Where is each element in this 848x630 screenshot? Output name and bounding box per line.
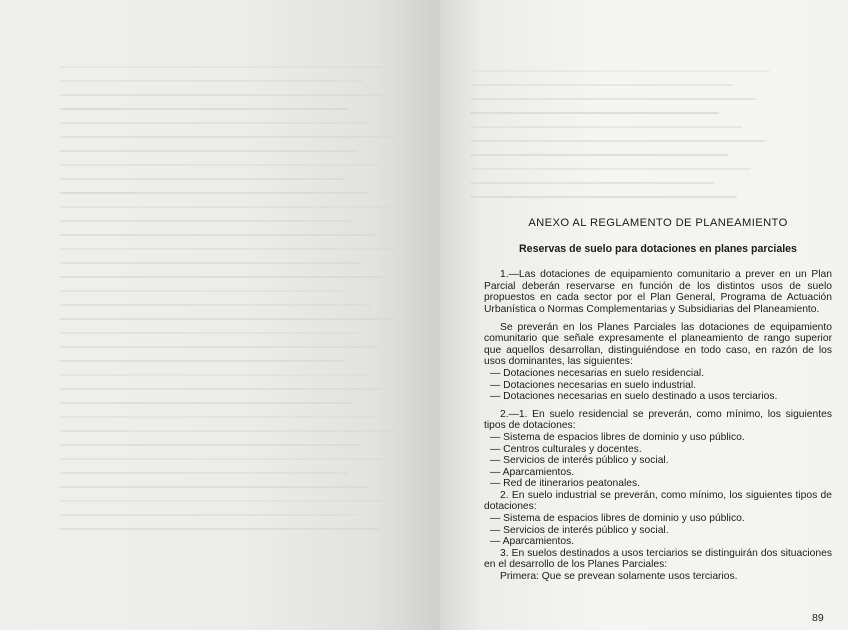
bleed-through-line (60, 122, 372, 124)
section-2-1: 2.—1. En suelo residencial se preverán, como mínimo, los siguientes tipos de dotaciones: (484, 408, 832, 432)
bleed-through-line (60, 262, 362, 264)
list-item: — Sistema de espacios libres de dominio y uso público. (484, 513, 832, 525)
bleed-through-line (60, 332, 357, 334)
bleed-through-line (60, 304, 371, 306)
bleed-through-line (60, 108, 349, 110)
bleed-through-line (60, 374, 366, 376)
bleed-through-line (60, 192, 367, 194)
bleed-through-line (60, 94, 386, 96)
bleed-through-line (470, 112, 719, 114)
list-item: — Red de itinerarios peatonales. (484, 478, 832, 490)
bleed-through-line (470, 126, 742, 128)
list-item: — Aparcamientos. (484, 467, 832, 479)
bleed-through-line (60, 220, 353, 222)
list-item: — Servicios de interés público y social. (484, 455, 832, 467)
list-item: — Dotaciones necesarias en suelo destinado a usos terciarios. (484, 391, 832, 403)
bleed-through-line (60, 416, 375, 418)
bleed-through-line (60, 178, 344, 180)
usage-list (484, 368, 832, 403)
bleed-through-line (60, 388, 389, 390)
bleed-through-line (60, 402, 352, 404)
primera-line: Primera: Que se prevean solamente usos terciarios. (500, 571, 738, 583)
bleed-through-line (60, 500, 393, 502)
bleed-through-line (470, 98, 756, 100)
bleed-through-line (60, 430, 398, 432)
bleed-through-line (60, 346, 380, 348)
bleed-through-line (60, 276, 385, 278)
bleed-through-line (60, 486, 370, 488)
bleed-through-line (60, 444, 361, 446)
bleed-through-line (60, 248, 399, 250)
bleed-through-line (60, 290, 348, 292)
bleed-through-line (60, 80, 363, 82)
list-item: — Aparcamientos. (484, 536, 832, 548)
bleed-through-line (60, 66, 400, 68)
bleed-through-line (60, 528, 379, 530)
bleed-through-line (60, 164, 381, 166)
section-2-3: 3. En suelos destinados a usos terciarios se distinguirán dos situaciones en el desarrollo de los Planes Parciales: (484, 547, 832, 571)
list-item: — Centros culturales y docentes. (484, 444, 832, 456)
bleed-through-line (60, 458, 384, 460)
industrial-list (484, 513, 832, 548)
bleed-through-line (60, 360, 343, 362)
bleed-through-line (470, 182, 714, 184)
bleed-through-line (470, 154, 728, 156)
bleed-through-line (60, 318, 394, 320)
annex-document (484, 218, 832, 583)
bleed-through-line (60, 136, 395, 138)
bleed-through-line (60, 206, 390, 208)
bleed-through-line (470, 70, 770, 72)
bleed-through-line (470, 140, 765, 142)
section-2-2: 2. En suelo industrial se preverán, como mínimo, los siguientes tipos de dotaciones: (484, 489, 832, 513)
bleed-through-line (60, 514, 356, 516)
bleed-through-line (470, 196, 737, 198)
document-subtitle: Reservas de suelo para dotaciones en planes parciales (519, 242, 797, 255)
bleed-through-line (60, 472, 347, 474)
document-title: ANEXO AL REGLAMENTO DE PLANEAMIENTO (528, 217, 788, 229)
paragraph-1: 1.—Las dotaciones de equipamiento comunitario a prever en un Plan Parcial deberán reservarse en función de los distintos usos de suelo propuestos en cada sector por el Plan General, Programa de Actuación Urbanística o Normas Complementarias y Subsidiarias del Planeamiento. (484, 269, 832, 315)
bleed-through-line (470, 84, 733, 86)
list-item: — Sistema de espacios libres de dominio y uso público. (484, 432, 832, 444)
list-item: — Servicios de interés público y social. (484, 525, 832, 537)
list-item: — Dotaciones necesarias en suelo industrial. (484, 380, 832, 392)
list-item: — Dotaciones necesarias en suelo residencial. (484, 368, 832, 380)
page-number: 89 (812, 612, 824, 624)
residential-list (484, 432, 832, 490)
paragraph-2: Se preverán en los Planes Parciales las dotaciones de equipamiento comunitario que señale expresamente el planeamiento de rango superior que aquellos desarrollan, distinguiéndose en todo caso, en razón de los usos dominantes, las siguientes: (484, 321, 832, 368)
bleed-through-line (470, 168, 751, 170)
bleed-through-line (60, 234, 376, 236)
bleed-through-line (60, 150, 358, 152)
